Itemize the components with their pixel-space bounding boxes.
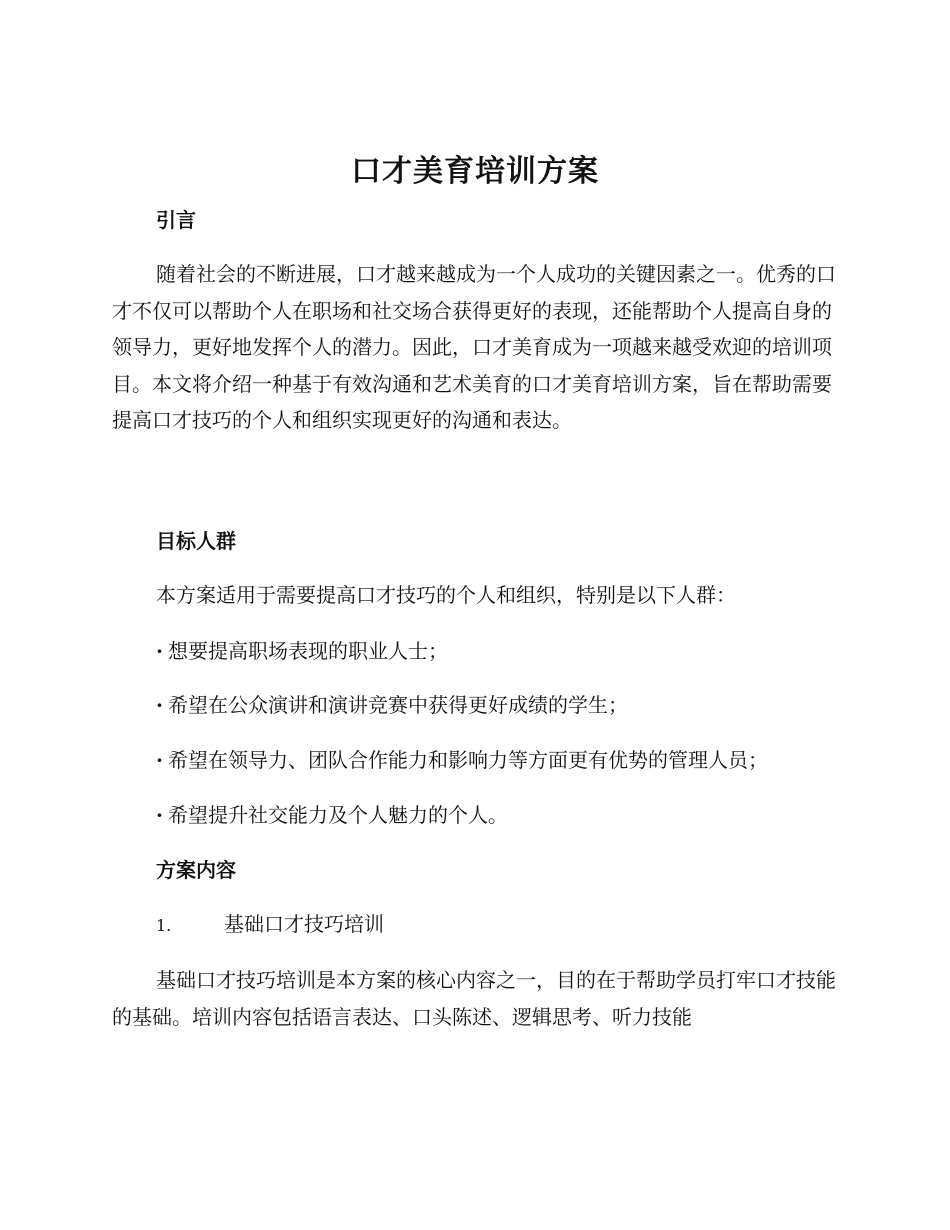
list-item-text: 希望在领导力、团队合作能力和影响力等方面更有优势的管理人员；	[168, 748, 768, 772]
list-item	[156, 745, 768, 775]
content-paragraph: 基础口才技巧培训是本方案的核心内容之一，目的在于帮助学员打牢口才技能的基础。培训内容包括语言表达、口头陈述、逻辑思考、听力技能	[112, 968, 836, 1029]
list-item	[156, 636, 448, 666]
section-heading-intro: 引言	[156, 208, 196, 232]
document-title: 口才美育培训方案	[351, 154, 599, 189]
list-item-text: 想要提高职场表现的职业人士；	[168, 639, 448, 663]
numbered-list-item	[156, 909, 384, 941]
bullet-icon: ·	[156, 639, 163, 663]
bullet-icon: ·	[156, 693, 163, 717]
list-item-text: 希望在公众演讲和演讲竞赛中获得更好成绩的学生；	[168, 693, 628, 717]
list-item	[156, 800, 508, 830]
numbered-item-title: 基础口才技巧培训	[224, 912, 384, 936]
bullet-icon: ·	[156, 748, 163, 772]
intro-paragraph: 随着社会的不断进展，口才越来越成为一个人成功的关键因素之一。优秀的口才不仅可以帮助个人在职场和社交场合获得更好的表现，还能帮助个人提高自身的领导力，更好地发挥个人的潜力。因此，口才美育成为一项越来越受欢迎的培训项目。本文将介绍一种基于有效沟通和艺术美育的口才美育培训方案，旨在帮助需要提高口才技巧的个人和组织实现更好的沟通和表达。	[112, 262, 836, 432]
bullet-icon: ·	[156, 803, 163, 827]
list-number: 1.	[156, 916, 172, 935]
list-item	[156, 690, 628, 720]
audience-lead-text: 本方案适用于需要提高口才技巧的个人和组织，特别是以下人群：	[156, 583, 736, 607]
section-heading-content: 方案内容	[156, 858, 236, 882]
section-heading-audience: 目标人群	[156, 529, 236, 553]
list-item-text: 希望提升社交能力及个人魅力的个人。	[168, 803, 508, 827]
